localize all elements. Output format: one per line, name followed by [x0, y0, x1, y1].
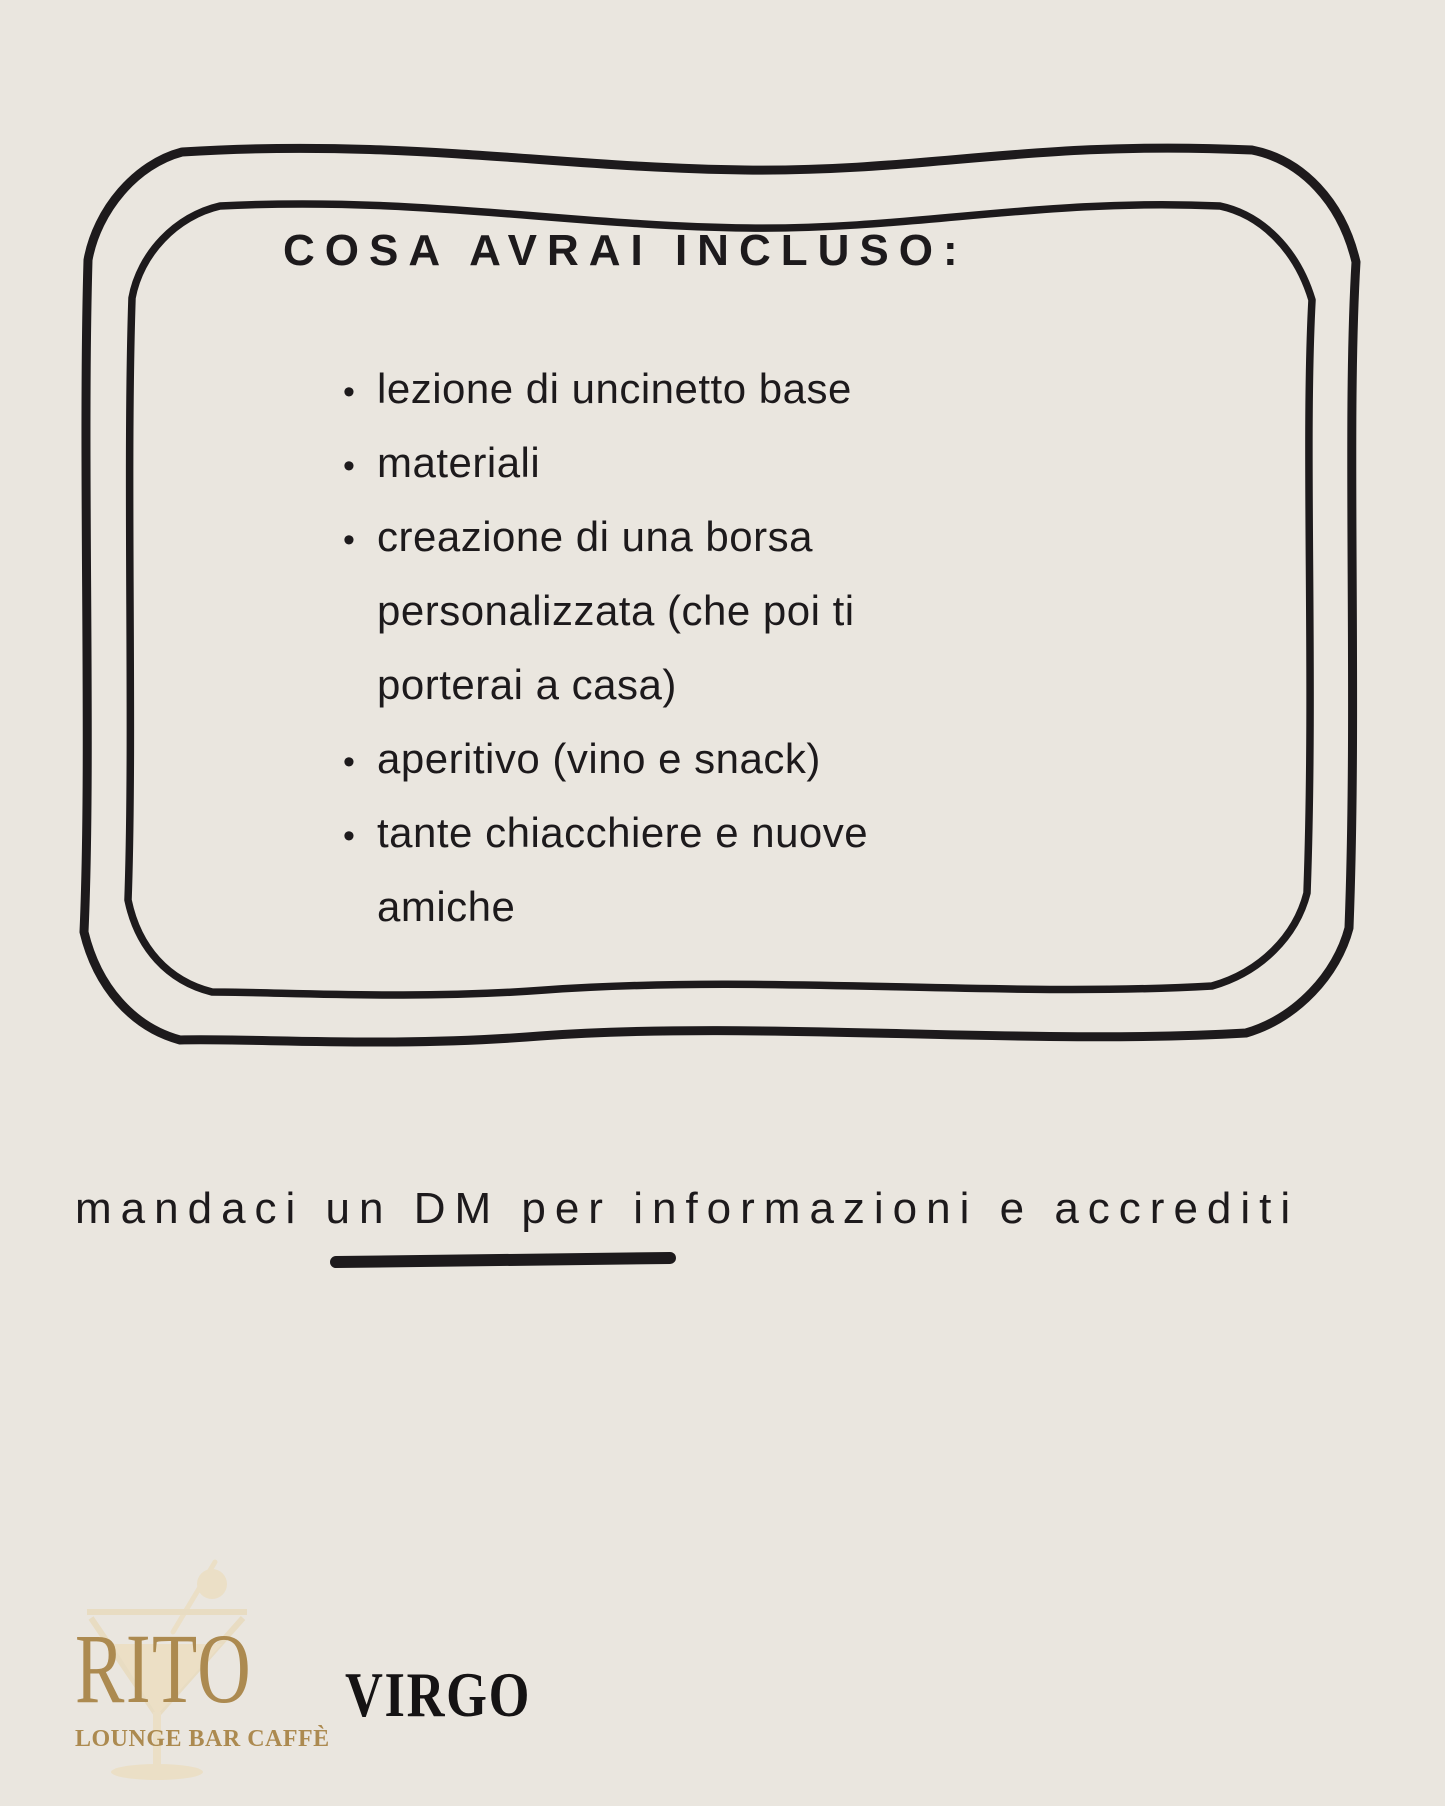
list-item-text: aperitivo (vino e snack): [377, 735, 821, 782]
rito-wordmark: RITO: [75, 1613, 253, 1724]
bullet-dot-icon: •: [343, 817, 356, 855]
bullet-dot-icon: •: [343, 743, 356, 781]
bullet-dot-icon: •: [343, 447, 356, 485]
list-item-line: [343, 426, 983, 500]
list-item-text: tante chiacchiere e nuove: [377, 809, 869, 856]
list-item-line: [343, 722, 983, 796]
list-item-text: personalizzata (che poi ti: [377, 587, 855, 634]
virgo-wordmark: VIRGO: [345, 1659, 532, 1730]
rito-logo: [75, 1552, 335, 1792]
bullet-list: [343, 352, 983, 944]
list-item-line: [343, 500, 983, 574]
bullet-dot-icon: •: [343, 373, 356, 411]
list-item-text: lezione di uncinetto base: [377, 365, 852, 412]
list-item-text: amiche: [377, 883, 516, 930]
list-item-line: [343, 352, 983, 426]
list-item-text: porterai a casa): [377, 661, 677, 708]
rito-tagline: LOUNGE BAR CAFFÈ: [75, 1726, 330, 1752]
list-item-line: [343, 648, 983, 722]
list-item-line: [343, 574, 983, 648]
cta-text: [75, 1184, 1299, 1234]
bullet-dot-icon: •: [343, 521, 356, 559]
list-item-line: [343, 796, 983, 870]
list-item-line: [343, 870, 983, 944]
cta-before: mandaci: [75, 1184, 326, 1233]
card-title: COSA AVRAI INCLUSO:: [283, 226, 968, 275]
cta-underlined: un DM per: [325, 1184, 612, 1233]
list-item-text: materiali: [377, 439, 541, 486]
list-item-text: creazione di una borsa: [377, 513, 813, 560]
cta-after: informazioni e accrediti: [611, 1184, 1300, 1233]
